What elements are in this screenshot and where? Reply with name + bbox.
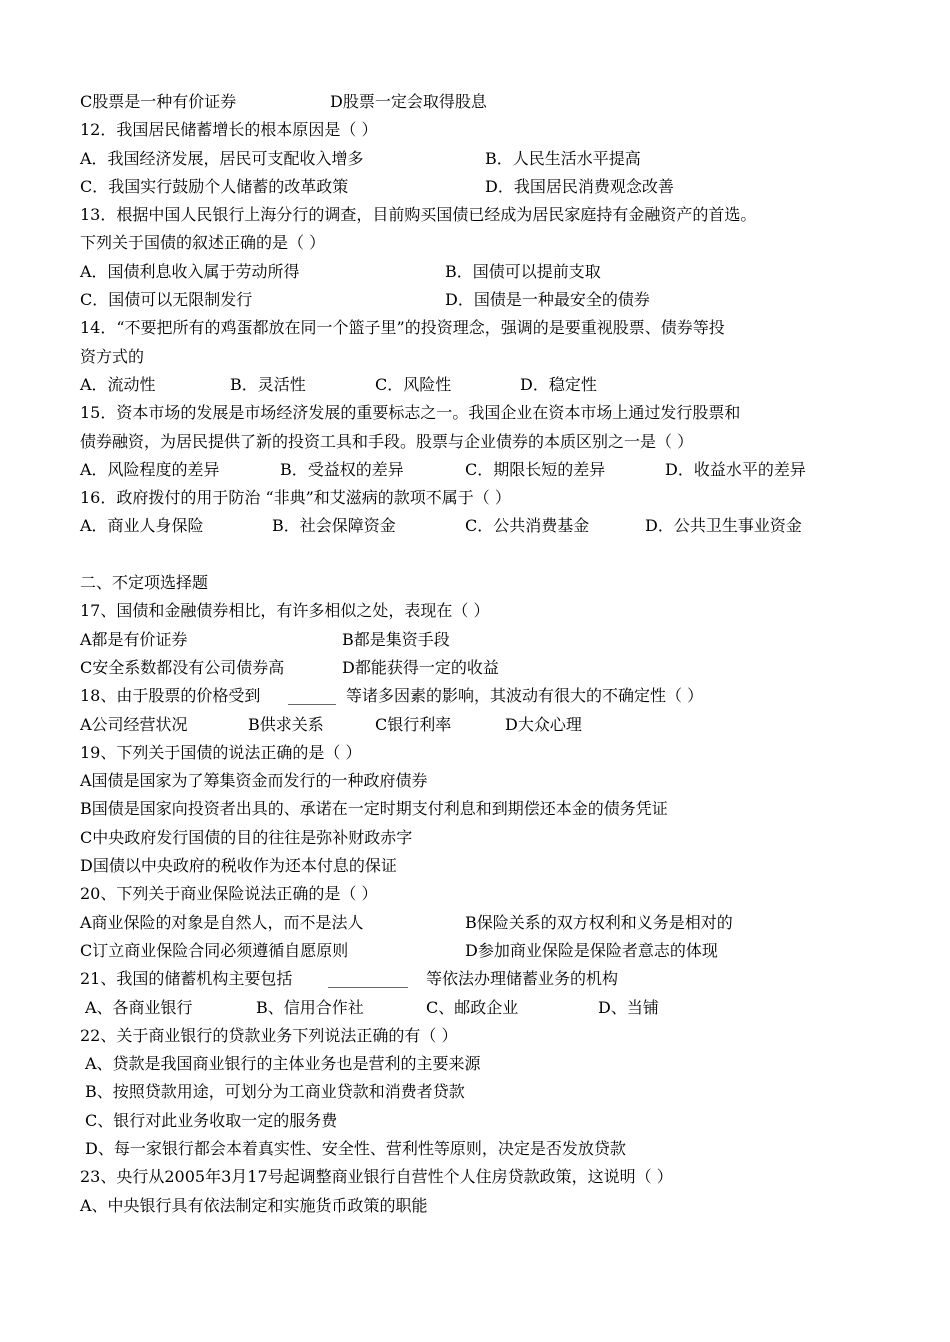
- text-line: [80, 909, 880, 937]
- text-segment: D．收益水平的差异: [665, 459, 806, 479]
- blank-line: [80, 541, 880, 569]
- text-content: D国债以中央政府的税收作为还本付息的保证: [80, 856, 397, 876]
- text-line: [80, 88, 880, 116]
- text-segment: D．我国居民消费观念改善: [485, 176, 674, 196]
- text-segment: D都能获得一定的收益: [342, 657, 499, 677]
- text-segment: D大众心理: [505, 714, 582, 734]
- text-line: [80, 597, 880, 625]
- text-line: [80, 654, 880, 682]
- text-content: 23、央行从2005年3月17号起调整商业银行自营性个人住房贷款政策，这说明（ ）: [80, 1167, 673, 1187]
- text-line: [80, 937, 880, 965]
- text-line: [80, 994, 880, 1022]
- text-content: B、按照贷款用途，可划分为工商业贷款和消费者贷款: [85, 1082, 465, 1102]
- text-content: 16．政府拨付的用于防治 “非典”和艾滋病的款项不属于（ ）: [80, 488, 511, 508]
- text-segment: B供求关系: [248, 714, 324, 734]
- text-line: [80, 512, 880, 540]
- text-line: [80, 569, 880, 597]
- text-content: C中央政府发行国债的目的往往是弥补财政赤字: [80, 827, 413, 847]
- text-content: 12．我国居民储蓄增长的根本原因是（ ）: [80, 120, 378, 140]
- text-line: [80, 795, 880, 823]
- text-segment: B都是集资手段: [342, 629, 450, 649]
- text-content: A国债是国家为了筹集资金而发行的一种政府债券: [80, 771, 428, 791]
- text-segment: D参加商业保险是保险者意志的体现: [465, 940, 718, 960]
- text-line: [80, 229, 880, 257]
- text-content: D、每一家银行都会本着真实性、安全性、营利性等原则，决定是否发放贷款: [85, 1138, 626, 1158]
- text-content: 15．资本市场的发展是市场经济发展的重要标志之一。我国企业在资本市场上通过发行股票和: [80, 403, 741, 423]
- text-line: [80, 626, 880, 654]
- text-content: 资方式的: [80, 346, 145, 366]
- text-line: [80, 880, 880, 908]
- text-segment: 等诸多因素的影响，其波动有很大的不确定性（ ）: [346, 686, 704, 706]
- text-line: [80, 116, 880, 144]
- text-line: [80, 1050, 880, 1078]
- text-segment: C．期限长短的差异: [465, 459, 606, 479]
- text-line: [80, 739, 880, 767]
- text-line: [80, 1135, 880, 1163]
- text-content: A、中央银行具有依法制定和实施货币政策的职能: [80, 1195, 428, 1215]
- text-segment: C、邮政企业: [426, 997, 519, 1017]
- text-line: [80, 343, 880, 371]
- text-segment: 等依法办理储蓄业务的机构: [426, 969, 619, 989]
- text-segment: 21、我国的储蓄机构主要包括: [80, 969, 293, 989]
- text-segment: B．受益权的差异: [280, 459, 404, 479]
- text-segment: 18、由于股票的价格受到: [80, 686, 261, 706]
- text-line: [80, 314, 880, 342]
- text-content: 14．“不要把所有的鸡蛋都放在同一个篮子里”的投资理念，强调的是要重视股票、债券等投: [80, 318, 725, 338]
- text-segment: __________: [328, 969, 408, 989]
- text-line: [80, 286, 880, 314]
- text-segment: C．我国实行鼓励个人储蓄的改革政策: [80, 176, 349, 196]
- text-content: 19、下列关于国债的说法正确的是（ ）: [80, 742, 362, 762]
- text-segment: A．国债利息收入属于劳动所得: [80, 261, 300, 281]
- text-segment: ______: [288, 686, 336, 706]
- text-line: [80, 173, 880, 201]
- text-content: 二、不定项选择题: [80, 573, 209, 593]
- text-content: A、贷款是我国商业银行的主体业务也是营利的主要来源: [85, 1054, 481, 1074]
- text-segment: C安全系数都没有公司债券高: [80, 657, 285, 677]
- text-content: C、银行对此业务收取一定的服务费: [85, 1110, 338, 1130]
- text-segment: C股票是一种有价证券: [80, 92, 237, 111]
- text-content: 债券融资，为居民提供了新的投资工具和手段。股票与企业债券的本质区别之一是（ ）: [80, 431, 694, 451]
- text-segment: D．国债是一种最安全的债券: [445, 290, 650, 310]
- text-line: [80, 852, 880, 880]
- text-line: [80, 1163, 880, 1191]
- text-line: [80, 428, 880, 456]
- text-content: 13．根据中国人民银行上海分行的调查，目前购买国债已经成为居民家庭持有金融资产的首选。: [80, 205, 757, 225]
- text-line: [80, 371, 880, 399]
- document-page: [80, 88, 880, 1220]
- text-line: [80, 711, 880, 739]
- text-segment: B．人民生活水平提高: [485, 148, 641, 168]
- text-line: [80, 767, 880, 795]
- text-segment: C银行利率: [375, 714, 452, 734]
- text-line: [80, 258, 880, 286]
- text-line: [80, 456, 880, 484]
- text-segment: D．稳定性: [520, 374, 597, 394]
- text-segment: A都是有价证券: [80, 629, 188, 649]
- text-content: 下列关于国债的叙述正确的是（ ）: [80, 233, 326, 253]
- text-content: 17、国债和金融债券相比，有许多相似之处，表现在（ ）: [80, 601, 490, 621]
- text-segment: A．我国经济发展，居民可支配收入增多: [80, 148, 364, 168]
- text-segment: A．商业人身保险: [80, 516, 204, 536]
- text-segment: A．风险程度的差异: [80, 459, 220, 479]
- text-segment: D．公共卫生事业资金: [645, 516, 802, 536]
- text-line: [80, 201, 880, 229]
- text-segment: C．国债可以无限制发行: [80, 290, 253, 310]
- text-line: [80, 1107, 880, 1135]
- text-segment: A商业保险的对象是自然人，而不是法人: [80, 912, 364, 932]
- text-line: [80, 824, 880, 852]
- text-content: B国债是国家向投资者出具的、承诺在一定时期支付利息和到期偿还本金的债务凭证: [80, 799, 668, 819]
- text-segment: C订立商业保险合同必须遵循自愿原则: [80, 940, 349, 960]
- text-segment: A公司经营状况: [80, 714, 188, 734]
- text-line: [80, 484, 880, 512]
- text-line: [80, 399, 880, 427]
- text-segment: B、信用合作社: [256, 997, 364, 1017]
- text-segment: D、当铺: [598, 997, 659, 1017]
- text-line: [80, 145, 880, 173]
- text-segment: B．灵活性: [230, 374, 306, 394]
- text-line: [80, 1078, 880, 1106]
- text-segment: C．公共消费基金: [465, 516, 590, 536]
- text-segment: B．国债可以提前支取: [445, 261, 601, 281]
- text-line: [80, 682, 880, 710]
- text-content: 22、关于商业银行的贷款业务下列说法正确的有（ ）: [80, 1025, 458, 1045]
- text-content: 20、下列关于商业保险说法正确的是（ ）: [80, 884, 378, 904]
- text-segment: D股票一定会取得股息: [330, 92, 487, 111]
- text-line: [80, 1022, 880, 1050]
- text-segment: B．社会保障资金: [272, 516, 396, 536]
- text-line: [80, 1192, 880, 1220]
- text-segment: A、各商业银行: [85, 997, 193, 1017]
- text-line: [80, 965, 880, 993]
- text-segment: A．流动性: [80, 374, 156, 394]
- text-segment: C．风险性: [375, 374, 452, 394]
- text-segment: B保险关系的双方权利和义务是相对的: [465, 912, 733, 932]
